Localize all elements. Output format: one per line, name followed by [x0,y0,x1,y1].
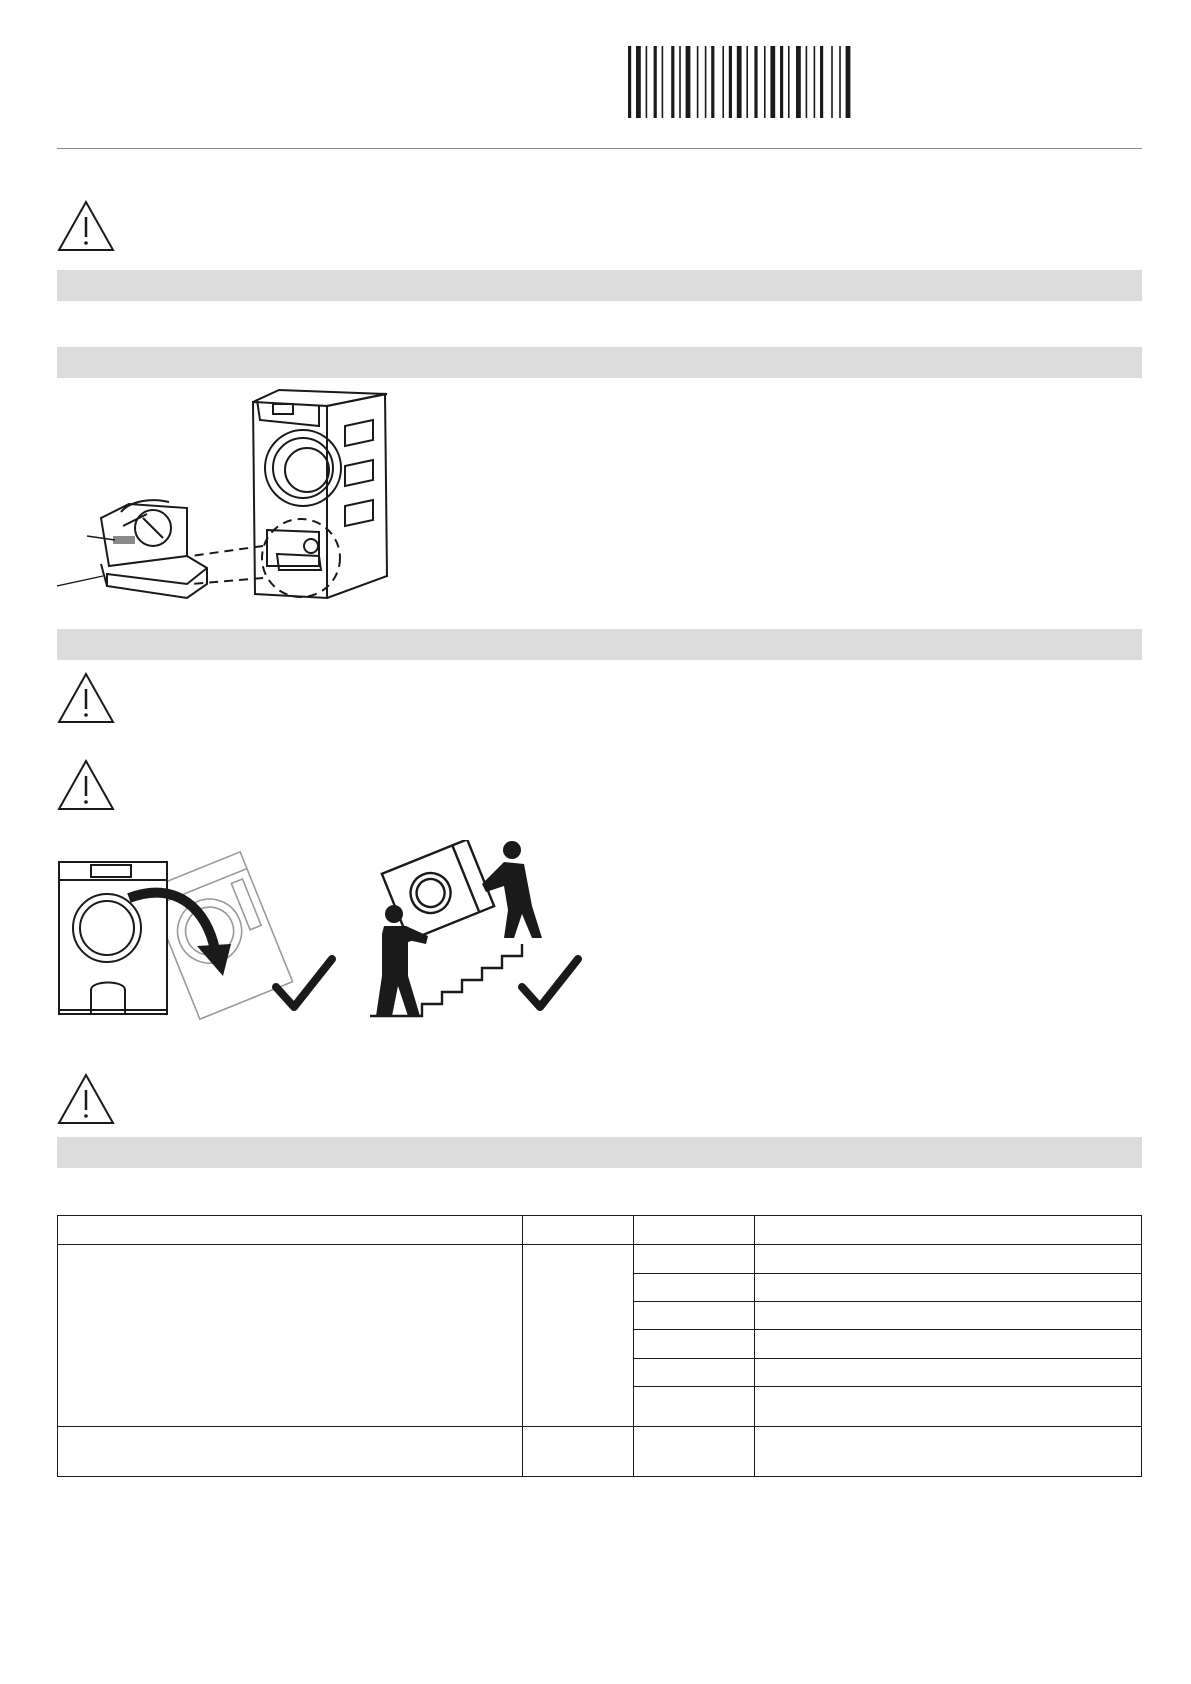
table-cell [755,1427,1142,1477]
table-cell [634,1216,755,1245]
table-cell [634,1427,755,1477]
specification-table [57,1215,1142,1477]
section-header-bar [57,629,1142,660]
table-row [58,1245,1142,1274]
warning-triangle-icon [57,1073,115,1125]
table-row [58,1427,1142,1477]
table-cell [634,1330,755,1359]
table-cell [755,1302,1142,1330]
table-cell [522,1216,634,1245]
table-cell [755,1330,1142,1359]
warning-triangle-icon [57,759,115,811]
section-header-bar [57,347,1142,378]
table-cell [755,1216,1142,1245]
table-cell [58,1245,523,1427]
warning-triangle-icon [57,200,115,252]
table-cell [755,1387,1142,1427]
table-cell [522,1245,634,1427]
table-cell [58,1427,523,1477]
table-cell [634,1302,755,1330]
table-cell [634,1274,755,1302]
table-cell [522,1427,634,1477]
header-divider [57,148,1142,149]
warning-triangle-icon [57,672,115,724]
table-cell [755,1359,1142,1387]
checkmark-icon [272,955,336,1011]
dryer-water-container-illustration [57,388,427,610]
table-header-row [58,1216,1142,1245]
table-cell [634,1387,755,1427]
section-header-bar [57,1137,1142,1168]
table-cell [755,1245,1142,1274]
barcode [628,46,858,118]
section-header-bar [57,270,1142,301]
table-cell [634,1245,755,1274]
checkmark-icon [518,955,582,1011]
table-cell [634,1359,755,1387]
table-cell [58,1216,523,1245]
table-cell [755,1274,1142,1302]
